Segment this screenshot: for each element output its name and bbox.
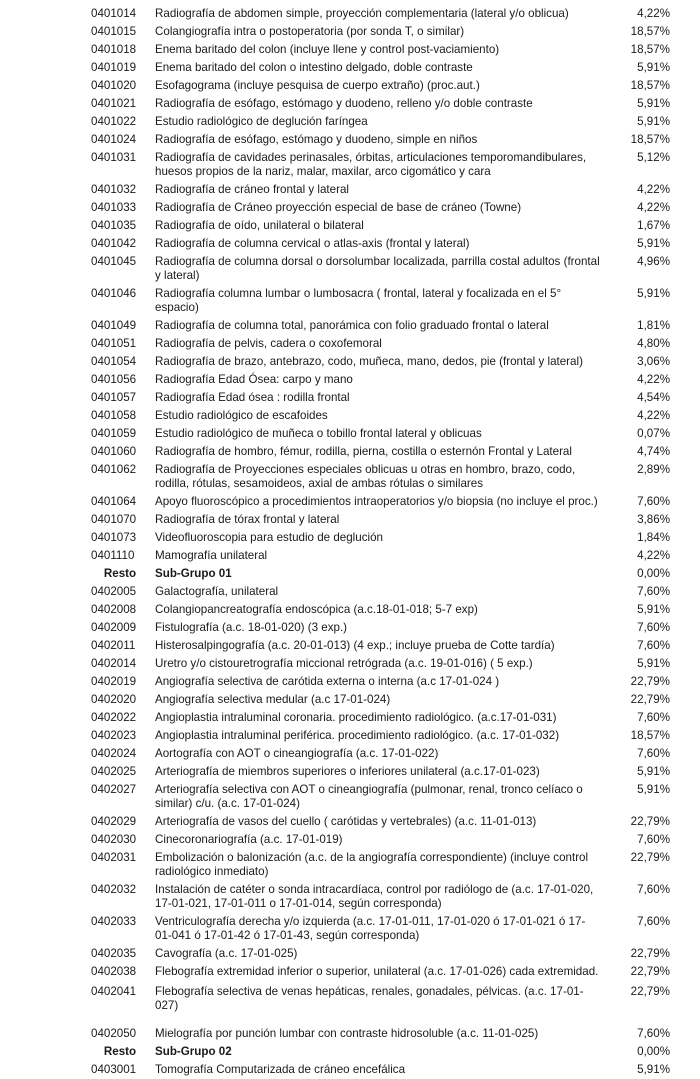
procedure-description: Mielografía por punción lumbar con contraste hidrosoluble (a.c. 11-01-025) xyxy=(155,1027,539,1040)
procedure-percentage: 4,22% xyxy=(637,201,670,214)
procedure-percentage: 1,67% xyxy=(637,219,670,232)
table-row xyxy=(0,461,700,493)
procedure-description: Angiografía selectiva medular (a.c 17-01-024) xyxy=(155,693,391,706)
procedure-percentage: 4,22% xyxy=(637,373,670,386)
procedure-code: 0402041 xyxy=(91,985,137,998)
procedure-description: Fistulografía (a.c. 18-01-020) (3 exp.) xyxy=(155,621,348,634)
procedure-code: 0401021 xyxy=(91,97,137,110)
procedure-percentage: 5,91% xyxy=(637,97,670,110)
procedure-percentage: 4,22% xyxy=(637,7,670,20)
table-row xyxy=(0,831,700,849)
procedure-percentage: 5,91% xyxy=(637,237,670,250)
table-row xyxy=(0,673,700,691)
procedure-description: Angioplastia intraluminal periférica. procedimiento radiológico. (a.c. 17-01-032) xyxy=(155,729,560,742)
procedure-description: Flebografía extremidad inferior o superior, unilateral (a.c. 17-01-026) cada extremidad. xyxy=(155,965,599,978)
procedure-code: 0401033 xyxy=(91,201,137,214)
procedure-percentage: 1,81% xyxy=(637,319,670,332)
procedure-percentage: 0,07% xyxy=(637,427,670,440)
procedure-percentage: 18,57% xyxy=(630,729,670,742)
procedure-percentage: 7,60% xyxy=(637,639,670,652)
procedure-description: Enema baritado del colon o intestino delgado, doble contraste xyxy=(155,61,473,74)
procedure-code: 0402019 xyxy=(91,675,137,688)
procedure-code: 0402022 xyxy=(91,711,137,724)
procedure-percentage: 22,79% xyxy=(630,675,670,688)
table-row xyxy=(0,389,700,407)
procedure-code: 0402038 xyxy=(91,965,137,978)
procedure-code: 0401054 xyxy=(91,355,137,368)
procedure-description: Radiografía de esófago, estómago y duodeno, simple en niños xyxy=(155,133,478,146)
procedure-description: Cinecoronariografía (a.c. 17-01-019) xyxy=(155,833,343,846)
procedure-percentage: 7,60% xyxy=(637,585,670,598)
table-row xyxy=(0,23,700,41)
procedure-percentage: 4,96% xyxy=(637,255,670,268)
table-row xyxy=(0,217,700,235)
procedure-percentage: 5,91% xyxy=(637,115,670,128)
procedure-percentage: 0,00% xyxy=(637,1045,670,1058)
procedure-description: Radiografía de columna total, panorámica con folio graduado frontal o lateral xyxy=(155,319,549,332)
procedure-percentage: 3,86% xyxy=(637,513,670,526)
procedure-percentage: 5,91% xyxy=(637,287,670,300)
procedure-code: 0401020 xyxy=(91,79,137,92)
table-row xyxy=(0,443,700,461)
table-row xyxy=(0,371,700,389)
procedure-percentage: 1,84% xyxy=(637,531,670,544)
procedure-code: 0401056 xyxy=(91,373,137,386)
procedure-percentage: 5,12% xyxy=(637,151,670,164)
table-row xyxy=(0,335,700,353)
procedure-description: Radiografía de Proyecciones especiales oblicuas u otras en hombro, brazo, codo, rodilla, rótulas, sesamoideos, axial de ambas rótulas o similares xyxy=(155,463,576,490)
table-row xyxy=(0,253,700,285)
procedure-percentage: 22,79% xyxy=(630,851,670,864)
procedure-description: Flebografía selectiva de venas hepáticas, renales, gonadales, pélvicas. (a.c. 17-01-027) xyxy=(155,985,584,1012)
table-row xyxy=(0,691,700,709)
table-row xyxy=(0,529,700,547)
procedure-percentage: 4,22% xyxy=(637,549,670,562)
procedure-code: 0401014 xyxy=(91,7,137,20)
procedure-description: Radiografía de Cráneo proyección especial de base de cráneo (Towne) xyxy=(155,201,522,214)
procedure-code: 0402011 xyxy=(91,639,136,652)
procedure-code: 0401015 xyxy=(91,25,137,38)
procedure-percentage: 22,79% xyxy=(630,693,670,706)
procedure-code: 0401057 xyxy=(91,391,137,404)
procedure-code: Resto xyxy=(103,567,137,580)
procedure-code: 0402050 xyxy=(91,1027,137,1040)
table-row xyxy=(0,425,700,443)
table-row xyxy=(0,1025,700,1043)
procedure-description: Aortografía con AOT o cineangiografía (a.c. 17-01-022) xyxy=(155,747,439,760)
procedure-percentage: 5,91% xyxy=(637,603,670,616)
table-row xyxy=(0,113,700,131)
table-row xyxy=(0,95,700,113)
procedure-description: Embolización o balonización (a.c. de la angiografía correspondiente) (incluye control radiológico inmediato) xyxy=(155,851,589,878)
procedure-description: Estudio radiológico de muñeca o tobillo frontal lateral y oblicuas xyxy=(155,427,482,440)
procedure-percentage: 18,57% xyxy=(630,43,670,56)
procedure-description: Radiografía de columna cervical o atlas-axis (frontal y lateral) xyxy=(155,237,470,250)
procedure-code: 0402008 xyxy=(91,603,137,616)
subgroup-total-row xyxy=(0,565,700,583)
procedure-percentage: 7,60% xyxy=(637,711,670,724)
procedure-description: Ventriculografía derecha y/o izquierda (a.c. 17-01-011, 17-01-020 ó 17-01-021 ó 17-01-041 ó 17-01-42 ó 17-01-43, según corresponda) xyxy=(155,915,586,942)
procedure-description: Cavografía (a.c. 17-01-025) xyxy=(155,947,298,960)
table-row xyxy=(0,983,700,1015)
procedure-description: Arteriografía de miembros superiores o inferiores unilateral (a.c.17-01-023) xyxy=(155,765,540,778)
procedure-code: 0402009 xyxy=(91,621,137,634)
procedure-code: 0402031 xyxy=(91,851,137,864)
table-row xyxy=(0,963,700,983)
procedure-code: 0402014 xyxy=(91,657,137,670)
procedure-description: Instalación de catéter o sonda intracardíaca, control por radiólogo de (a.c. 17-01-020, 17-01-021, 17-01-011 o 17-01-014, según corresponda) xyxy=(155,883,594,910)
procedure-description: Radiografía de abdomen simple, proyección complementaria (lateral y/o oblicua) xyxy=(155,7,569,20)
procedure-percentage: 18,57% xyxy=(630,79,670,92)
procedure-percentage: 5,91% xyxy=(637,765,670,778)
procedure-percentage: 3,06% xyxy=(637,355,670,368)
table-row xyxy=(0,5,700,23)
procedure-code: 0401019 xyxy=(91,61,137,74)
procedure-code: 0401042 xyxy=(91,237,137,250)
subgroup-total-row xyxy=(0,1043,700,1061)
procedure-code: 0402025 xyxy=(91,765,137,778)
table-row xyxy=(0,199,700,217)
procedure-percentage: 7,60% xyxy=(637,915,670,928)
procedure-code: 0402024 xyxy=(91,747,137,760)
procedure-description: Videofluoroscopia para estudio de deglución xyxy=(155,531,383,544)
procedure-code: 0401051 xyxy=(91,337,137,350)
table-row xyxy=(0,745,700,763)
procedure-percentage: 7,60% xyxy=(637,495,670,508)
procedure-code: 0401032 xyxy=(91,183,137,196)
table-row xyxy=(0,131,700,149)
procedure-code: 0401060 xyxy=(91,445,137,458)
table-row xyxy=(0,493,700,511)
procedure-code: 0402033 xyxy=(91,915,137,928)
procedure-percentage: 5,91% xyxy=(637,783,670,796)
procedure-code: 0401062 xyxy=(91,463,137,476)
procedure-table xyxy=(0,5,700,1079)
procedure-description: Esofagograma (incluye pesquisa de cuerpo extraño) (proc.aut.) xyxy=(155,79,480,92)
procedure-description: Radiografía de pelvis, cadera o coxofemoral xyxy=(155,337,382,350)
procedure-percentage: 18,57% xyxy=(630,25,670,38)
procedure-percentage: 4,54% xyxy=(637,391,670,404)
procedure-description: Radiografía Edad Ósea: carpo y mano xyxy=(155,373,353,386)
procedure-description: Sub-Grupo 02 xyxy=(155,1045,232,1058)
procedure-percentage: 22,79% xyxy=(630,815,670,828)
procedure-percentage: 22,79% xyxy=(630,985,670,998)
table-row xyxy=(0,637,700,655)
procedure-percentage: 4,22% xyxy=(637,183,670,196)
procedure-code: 0401024 xyxy=(91,133,137,146)
table-row xyxy=(0,1061,700,1079)
procedure-percentage: 22,79% xyxy=(630,965,670,978)
procedure-code: 0401110 xyxy=(91,549,135,562)
table-row xyxy=(0,763,700,781)
procedure-percentage: 5,91% xyxy=(637,657,670,670)
procedure-code: 0401049 xyxy=(91,319,137,332)
procedure-percentage: 7,60% xyxy=(637,747,670,760)
table-row xyxy=(0,181,700,199)
procedure-description: Angiografía selectiva de carótida externa o interna (a.c 17-01-024 ) xyxy=(155,675,500,688)
procedure-percentage: 7,60% xyxy=(637,883,670,896)
procedure-code: 0401070 xyxy=(91,513,137,526)
table-row xyxy=(0,813,700,831)
table-row xyxy=(0,149,700,181)
procedure-description: Apoyo fluoroscópico a procedimientos intraoperatorios y/o biopsia (no incluye el proc.) xyxy=(155,495,598,508)
table-row xyxy=(0,77,700,95)
procedure-description: Enema baritado del colon (incluye llene y control post-vaciamiento) xyxy=(155,43,500,56)
procedure-percentage: 7,60% xyxy=(637,1027,670,1040)
procedure-description: Radiografía de columna dorsal o dorsolumbar localizada, parrilla costal adultos (frontal y lateral) xyxy=(155,255,600,282)
table-row xyxy=(0,913,700,945)
procedure-code: 0401064 xyxy=(91,495,137,508)
procedure-description: Histerosalpingografía (a.c. 20-01-013) (4 exp.; incluye prueba de Cotte tardía) xyxy=(155,639,555,652)
procedure-percentage: 2,89% xyxy=(637,463,670,476)
procedure-code: 0402005 xyxy=(91,585,137,598)
procedure-code: 0401022 xyxy=(91,115,137,128)
procedure-description: Radiografía de brazo, antebrazo, codo, muñeca, mano, dedos, pie (frontal y lateral) xyxy=(155,355,583,368)
procedure-description: Colangiografía intra o postoperatoria (por sonda T, o similar) xyxy=(155,25,465,38)
procedure-description: Radiografía de hombro, fémur, rodilla, pierna, costilla o esternón Frontal y Lateral xyxy=(155,445,572,458)
table-row xyxy=(0,59,700,77)
procedure-code: 0401059 xyxy=(91,427,137,440)
procedure-code: 0401046 xyxy=(91,287,137,300)
procedure-description: Galactografía, unilateral xyxy=(155,585,279,598)
procedure-code: 0401031 xyxy=(91,151,137,164)
procedure-percentage: 7,60% xyxy=(637,621,670,634)
procedure-description: Tomografía Computarizada de cráneo encefálica xyxy=(155,1063,406,1076)
table-row xyxy=(0,781,700,813)
table-row xyxy=(0,235,700,253)
procedure-code: 0401035 xyxy=(91,219,137,232)
procedure-code: 0401058 xyxy=(91,409,137,422)
procedure-description: Uretro y/o cistouretrografía miccional retrógrada (a.c. 19-01-016) ( 5 exp.) xyxy=(155,657,533,670)
procedure-code: 0401045 xyxy=(91,255,137,268)
table-row xyxy=(0,41,700,59)
procedure-code: 0402027 xyxy=(91,783,137,796)
table-row xyxy=(0,619,700,637)
procedure-percentage: 4,74% xyxy=(637,445,670,458)
table-row xyxy=(0,727,700,745)
procedure-code: 0401073 xyxy=(91,531,137,544)
procedure-description: Colangiopancreatografía endoscópica (a.c.18-01-018; 5-7 exp) xyxy=(155,603,478,616)
table-row xyxy=(0,353,700,371)
procedure-description: Mamografía unilateral xyxy=(155,549,268,562)
table-row xyxy=(0,709,700,727)
procedure-description: Sub-Grupo 01 xyxy=(155,567,232,580)
procedure-code: 0402030 xyxy=(91,833,137,846)
procedure-code: 0403001 xyxy=(91,1063,137,1076)
table-row xyxy=(0,583,700,601)
table-row xyxy=(0,601,700,619)
procedure-description: Arteriografía de vasos del cuello ( carótidas y vertebrales) (a.c. 11-01-013) xyxy=(155,815,537,828)
procedure-description: Estudio radiológico de deglución faríngea xyxy=(155,115,368,128)
procedure-percentage: 7,60% xyxy=(637,833,670,846)
procedure-description: Radiografía columna lumbar o lumbosacra ( frontal, lateral y focalizada en el 5° espacio) xyxy=(155,287,562,314)
table-row xyxy=(0,511,700,529)
procedure-description: Radiografía de oído, unilateral o bilateral xyxy=(155,219,364,232)
procedure-percentage: 18,57% xyxy=(630,133,670,146)
procedure-description: Angioplastia intraluminal coronaria. procedimiento radiológico. (a.c.17-01-031) xyxy=(155,711,557,724)
table-row xyxy=(0,407,700,425)
table-row xyxy=(0,849,700,881)
table-row xyxy=(0,317,700,335)
procedure-code: 0402032 xyxy=(91,883,137,896)
procedure-percentage: 22,79% xyxy=(630,947,670,960)
procedure-percentage: 5,91% xyxy=(637,61,670,74)
procedure-description: Radiografía Edad ósea : rodilla frontal xyxy=(155,391,350,404)
procedure-description: Arteriografía selectiva con AOT o cineangiografía (pulmonar, renal, tronco celíaco o similar) c/u. (a.c. 17-01-024) xyxy=(155,783,583,810)
procedure-code: 0402023 xyxy=(91,729,137,742)
table-row xyxy=(0,655,700,673)
procedure-code: 0402020 xyxy=(91,693,137,706)
procedure-percentage: 4,80% xyxy=(637,337,670,350)
procedure-description: Radiografía de tórax frontal y lateral xyxy=(155,513,340,526)
procedure-description: Radiografía de esófago, estómago y duodeno, relleno y/o doble contraste xyxy=(155,97,533,110)
procedure-description: Radiografía de cavidades perinasales, órbitas, articulaciones temporomandibulares, huesos propios de la nariz, malar, maxilar, arco cigomático y cara xyxy=(155,151,587,178)
procedure-percentage: 0,00% xyxy=(637,567,670,580)
procedure-code: 0402035 xyxy=(91,947,137,960)
procedure-code: Resto xyxy=(103,1045,137,1058)
table-row xyxy=(0,285,700,317)
table-row xyxy=(0,945,700,963)
procedure-code: 0402029 xyxy=(91,815,137,828)
procedure-description: Estudio radiológico de escafoides xyxy=(155,409,328,422)
table-row xyxy=(0,547,700,565)
procedure-description: Radiografía de cráneo frontal y lateral xyxy=(155,183,349,196)
procedure-percentage: 4,22% xyxy=(637,409,670,422)
procedure-code: 0401018 xyxy=(91,43,137,56)
table-row xyxy=(0,881,700,913)
procedure-percentage: 5,91% xyxy=(637,1063,670,1076)
